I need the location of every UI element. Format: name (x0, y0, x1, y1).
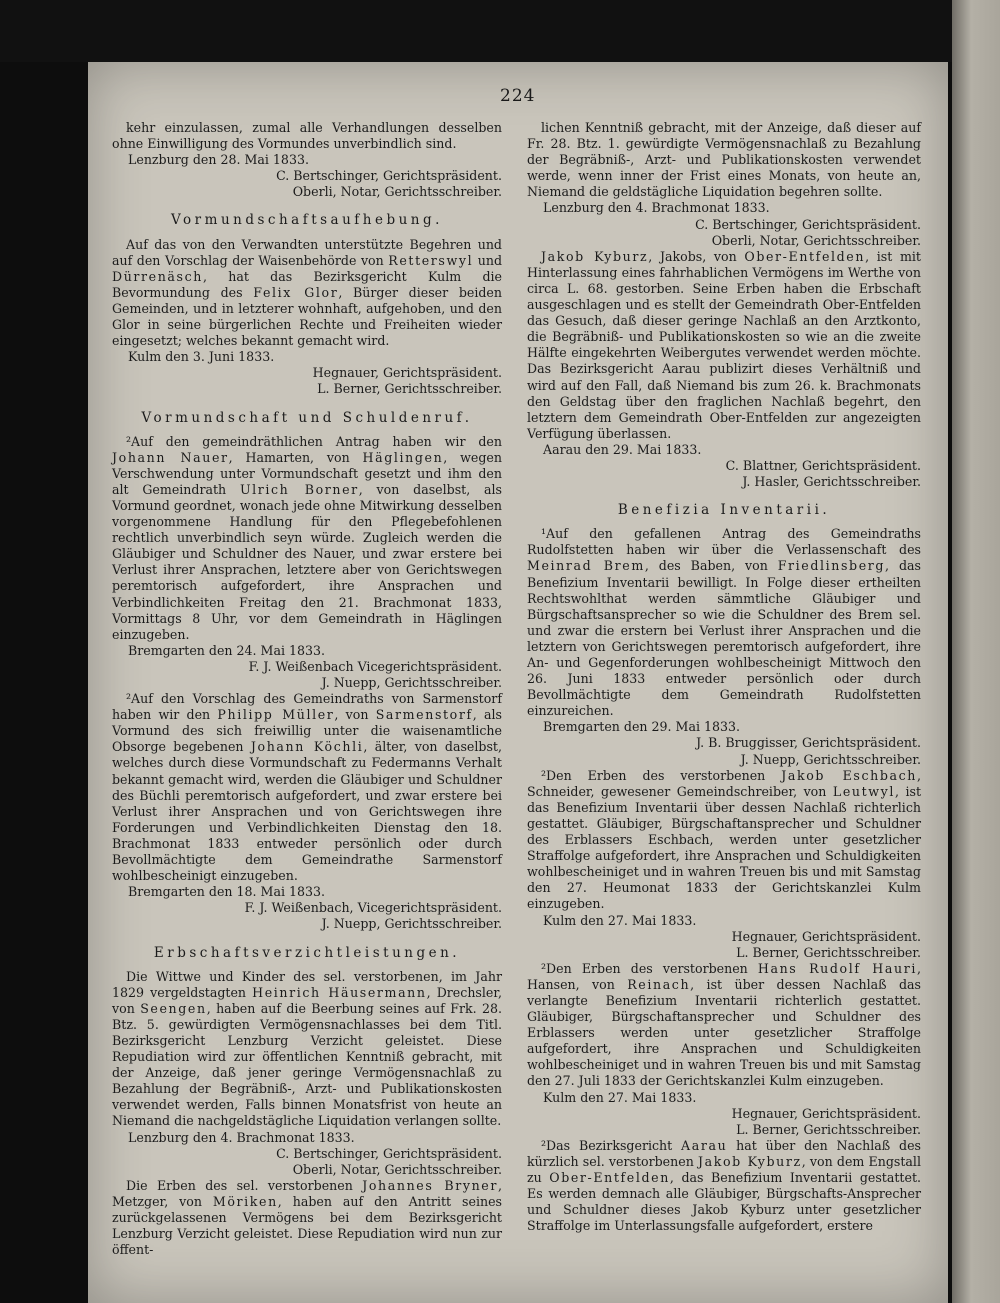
emphasized-name: Heinrich Häusermann (252, 984, 427, 1000)
text-run: , Drechsler, von (112, 984, 503, 1016)
text-run: , von daselbst, als Vormund geordnet, wonach jede ohne Mitwirkung desselben vorgenommene Handlung für den Pflegebefohlenen rechtlich unverbindlich seyn würde. Zugleich werden die Gläubiger und Schuldner des Nauer, und zwar erstere bei Verlust ihrer Ansprachen, letztere aber von Gerichtswegen peremtorisch aufgefordert, ihre Ansprachen und Verbindlichkeiten Freitag den 21. Brachmonat 1833, Vormittags 8 Uhr, vor dem Gemeindrath in Häglingen einzugeben. (112, 481, 502, 642)
place-date-line: Lenzburg den 28. Mai 1833. (128, 152, 309, 168)
text-run: Die Wittwe und Kinder des sel. verstorbenen, im Jahr 1829 vergeldstagten (112, 968, 502, 1000)
text-run: , das Benefizium Inventarii gestattet. Es werden demnach alle Gläubiger, Bürgschafts-Ansprecher und Schuldner dieses Jakob Kyburz unter gesetzlicher Straffolge im Unterlassungsfalle aufgefordert, erstere (527, 1170, 922, 1234)
signature-line: C. Bertschinger, Gerichtspräsident. (276, 1145, 502, 1161)
place-date-line: Kulm den 27. Mai 1833. (543, 1089, 697, 1105)
place-date-line: Bremgarten den 29. Mai 1833. (543, 719, 741, 735)
notice-paragraph (527, 120, 921, 200)
text-run: , ist über dessen Nachlaß das verlangte Benefizium Inventarii richterlich gestattet. Gläubiger, Bürgschaftansprecher und Schuldner des Erblassers werden unter gesetzlicher Straffolge aufgefordert, ihre Ansprachen und Schuldigkeiten wohlbescheiniget und in wahren Treuen bis und mit Samstag den 27. Juli 1833 der Gerichtskanzlei Kulm einzugeben. (527, 976, 921, 1089)
text-run: , Jakobs, von (648, 248, 745, 264)
signature-line: F. J. Weißenbach Vicegerichtspräsident. (248, 658, 502, 674)
notice-paragraph (112, 1178, 502, 1258)
text-run: , von (334, 707, 376, 723)
emphasized-name: Retterswyl (388, 252, 474, 268)
emphasized-name: Möriken (212, 1193, 278, 1209)
emphasized-name: Häglingen (362, 449, 444, 465)
text-run: , Schneider, gewesener Gemeindschreiber, von (527, 767, 921, 799)
text-run: lichen Kenntniß gebracht, mit der Anzeige, daß dieser auf Fr. 28. Btz. 1. gewürdigte Vermögensnachlaß zu Bezahlung der Begräbniß-, Arzt- und Publikationskosten verwendet werde, wenn inner der Frist eines Monats, von heute an, Niemand die geldstägliche Liquidation begehren sollte. (527, 120, 921, 200)
signature-line: Hegnauer, Gerichtspräsident. (731, 928, 921, 944)
emphasized-name: Dürrenäsch (112, 268, 203, 284)
text-run: ²Das Bezirksgericht (541, 1137, 682, 1153)
signature-line: Hegnauer, Gerichtspräsident. (731, 1105, 921, 1121)
text-run: , des Baben, von (644, 558, 778, 574)
signature-line: C. Bertschinger, Gerichtspräsident. (276, 168, 502, 184)
signature-line: J. Nuepp, Gerichtsschreiber. (321, 916, 502, 932)
signature-line: L. Berner, Gerichtsschreiber. (736, 1121, 921, 1137)
emphasized-name: Johann Nauer (112, 449, 229, 465)
place-date-line: Kulm den 27. Mai 1833. (543, 912, 697, 928)
notice-paragraph (112, 237, 502, 350)
emphasized-name: Jakob Kyburz (698, 1153, 802, 1169)
place-date-line: Lenzburg den 4. Brachmonat 1833. (543, 200, 770, 216)
signature-line: Oberli, Notar, Gerichtsschreiber. (292, 184, 502, 200)
text-run: , ist mit Hinterlassung eines fahrhablichen Vermögens im Werthe von circa L. 68. gestorben. Seine Erben haben die Erbschaft ausgeschlagen und es stellt der Gemeindrath Ober-Entfelden das Gesuch, daß dieser geringe Nachlaß an den Arztkonto, die Begräbniß- und Publikationskosten so wie an die zweite Hälfte eingekehrten Weibergutes verwendet werden möchte. Das Bezirksgericht Aarau publizirt dieses Verhältniß und wird auf den Fall, daß Niemand bis zum 26. k. Brachmonats den Geldstag über den fraglichen Nachlaß begehrt, den letztern dem Gemeindrath Ober-Entfelden zur angezeigten Verfügung überlassen. (527, 248, 921, 441)
place-date-line: Bremgarten den 24. Mai 1833. (128, 642, 326, 658)
emphasized-name: Jakob Kyburz (541, 248, 649, 264)
place-date-line: Bremgarten den 18. Mai 1833. (128, 884, 326, 900)
text-run: , das Benefizium Inventarii bewilligt. In Folge dieser ertheilten Rechtswohlthat werden sämmtliche Gläubiger und Bürgschaftsansprecher so wie die Schuldner des Brem sel. und zwar die erstern bei Verlust ihrer Ansprachen und die letztern von Gerichtswegen peremtorisch aufgefordert, ihre An- und Gegenforderungen wohlbescheinigt Mittwoch den 26. Juni 1833 entweder persönlich oder durch Bevollmächtigte dem Gemeindrath Rudolfstetten einzureichen. (527, 558, 921, 719)
scan-top-margin (0, 0, 1000, 62)
signature-line: J. Nuepp, Gerichtsschreiber. (740, 751, 921, 767)
notice-paragraph (527, 768, 921, 913)
place-date-line: Aarau den 29. Mai 1833. (543, 441, 702, 457)
text-run: ²Auf den Vorschlag des Gemeindraths von Sarmenstorf haben wir den (112, 691, 502, 723)
section-heading: Benefizia Inventarii. (617, 502, 831, 519)
emphasized-name: Philipp Müller (217, 707, 335, 723)
notice-paragraph (527, 249, 921, 442)
left-column (112, 120, 502, 1258)
emphasized-name: Johannes Bryner (362, 1177, 498, 1193)
emphasized-name: Sarmenstorf (375, 707, 473, 723)
text-run: ²Den Erben des verstorbenen (541, 960, 758, 976)
text-run: , als Vormund des sich freiwillig unter die waisenamtliche Obsorge begebenen (112, 707, 502, 755)
right-column (527, 120, 921, 1234)
text-run: hat über den Nachlaß des kürzlich sel. verstorbenen (527, 1137, 921, 1169)
emphasized-name: Jakob Eschbach (781, 767, 917, 783)
text-run: , Hamarten, von (228, 449, 363, 465)
section-heading: Erbschaftsverzichtleistungen. (153, 944, 461, 961)
signature-line: J. Hasler, Gerichtsschreiber. (742, 474, 921, 490)
text-run: , älter, von daselbst, welches durch diese Vormundschaft zu Federmanns Verhalt bekannt gemacht wird, werden die Gläubiger und Schuldner des Büchli peremtorisch aufgefordert, und zwar erstere bei Verlust ihrer Ansprachen und von Gerichtswegen ihre Forderungen und Verbindlichkeiten Dienstag den 18. Brachmonat 1833 entweder persönlich oder durch Bevollmächtigte dem Gemeindrathe Sarmenstorf wohlbescheinigt einzugeben. (112, 739, 502, 884)
text-run: , haben auf die Beerbung seines auf Frk. 28. Btz. 5. gewürdigten Vermögensnachlasses bei dem Titl. Bezirksgericht Lenzburg Verzicht geleistet. Diese Repudiation wird zur öffentlichen Kenntniß gebracht, mit der Anzeige, daß jener geringe Vermögensnachlaß zu Bezahlung der Begräbniß-, Arzt- und Publikationskosten verwendet werden, Falls binnen Monatsfrist von heute an Niemand die nachgeldstägliche Liquidation verlangen sollte. (112, 1000, 503, 1129)
text-run: , Metzger, von (112, 1177, 502, 1209)
signature-line: J. Nuepp, Gerichtsschreiber. (321, 675, 502, 690)
text-run: , ist das Benefizium Inventarii über dessen Nachlaß richterlich gestattet. Gläubiger, Bürgschaftansprecher und Schuldner des Erblassers Eschbach, werden unter gesetzlicher Straffolge aufgefordert, ihre Ansprachen und Schuldigkeiten wohlbescheiniget und in wahren Treuen bis und mit Samstag den 27. Heumonat 1833 der Gerichtskanzlei Kulm einzugeben. (527, 783, 922, 912)
signature-line: C. Bertschinger, Gerichtspräsident. (695, 216, 921, 232)
emphasized-name: Hans Rudolf Hauri (757, 960, 917, 976)
adjacent-page-edge (952, 0, 1000, 1303)
emphasized-name: Friedlinsberg (777, 558, 886, 574)
place-date-line: Lenzburg den 4. Brachmonat 1833. (128, 1129, 355, 1145)
signature-line: Oberli, Notar, Gerichtsschreiber. (292, 1161, 502, 1177)
notice-paragraph (527, 526, 921, 719)
page-number: 224 (500, 86, 536, 106)
signature-line: Oberli, Notar, Gerichtsschreiber. (711, 232, 921, 248)
notice-paragraph (527, 961, 921, 1090)
emphasized-name: Leutwyl (832, 783, 895, 799)
emphasized-name: Reinach (627, 976, 691, 992)
section-heading: Vormundschaftsaufhebung. (171, 212, 443, 229)
notice-paragraph (527, 1138, 921, 1235)
text-run: , haben auf den Antritt seines zurückgelassenen Vermögens bei dem Bezirksgericht Lenzburg Verzicht geleistet. Diese Repudiation wird nun zur öffent- (112, 1193, 503, 1258)
emphasized-name: Felix Glor (253, 284, 339, 300)
signature-line: C. Blattner, Gerichtspräsident. (725, 457, 921, 473)
text-run: , von dem Engstall zu (527, 1153, 921, 1185)
text-run: , Hansen, von (527, 960, 921, 992)
emphasized-name: Ober-Entfelden (549, 1170, 670, 1185)
emphasized-name: Johann Köchli (250, 739, 364, 755)
text-run: kehr einzulassen, zumal alle Verhandlungen desselben ohne Einwilligung des Vormundes unverbindlich sind. (112, 120, 502, 152)
place-date-line: Kulm den 3. Juni 1833. (128, 349, 275, 365)
signature-line: L. Berner, Gerichtsschreiber. (736, 944, 921, 960)
signature-line: F. J. Weißenbach, Vicegerichtspräsident. (244, 900, 502, 916)
text-run: ¹Auf den gefallenen Antrag des Gemeindraths Rudolfstetten haben wir über die Verlassenschaft des (527, 526, 921, 558)
notice-paragraph (112, 434, 502, 643)
text-run: ²Auf den gemeindräthlichen Antrag haben wir den (126, 433, 502, 449)
signature-line: L. Berner, Gerichtsschreiber. (317, 381, 502, 397)
emphasized-name: Seengen (140, 1000, 207, 1016)
signature-line: Hegnauer, Gerichtspräsident. (312, 365, 502, 381)
text-run: Die Erben des sel. verstorbenen (126, 1177, 363, 1193)
text-run: Auf das von den Verwandten unterstützte Begehren und auf den Vorschlag der Waisenbehörde von (112, 236, 502, 268)
notice-paragraph (112, 691, 502, 884)
text-run: , wegen Verschwendung unter Vormundschaft gesetzt und ihm den alt Gemeindrath (112, 449, 502, 497)
notice-paragraph (112, 969, 502, 1130)
section-heading: Vormundschaft und Schuldenruf. (141, 409, 473, 426)
text-run: und (473, 252, 503, 268)
text-run: , Bürger dieser beiden Gemeinden, und in letzterer wohnhaft, aufgehoben, und den Glor in seine bürgerlichen Rechte und Freiheiten wieder eingesetzt; welches bekannt gemacht wird. (112, 284, 502, 349)
text-run: ²Den Erben des verstorbenen (541, 767, 782, 783)
emphasized-name: Ober-Entfelden (744, 248, 866, 264)
emphasized-name: Aarau (681, 1137, 728, 1153)
emphasized-name: Meinrad Brem (527, 558, 645, 574)
signature-line: J. B. Bruggisser, Gerichtspräsident. (696, 735, 921, 751)
notice-paragraph (112, 120, 502, 152)
text-run: , hat das Bezirksgericht Kulm die Bevormundung des (112, 268, 502, 300)
emphasized-name: Ulrich Borner (239, 481, 359, 497)
